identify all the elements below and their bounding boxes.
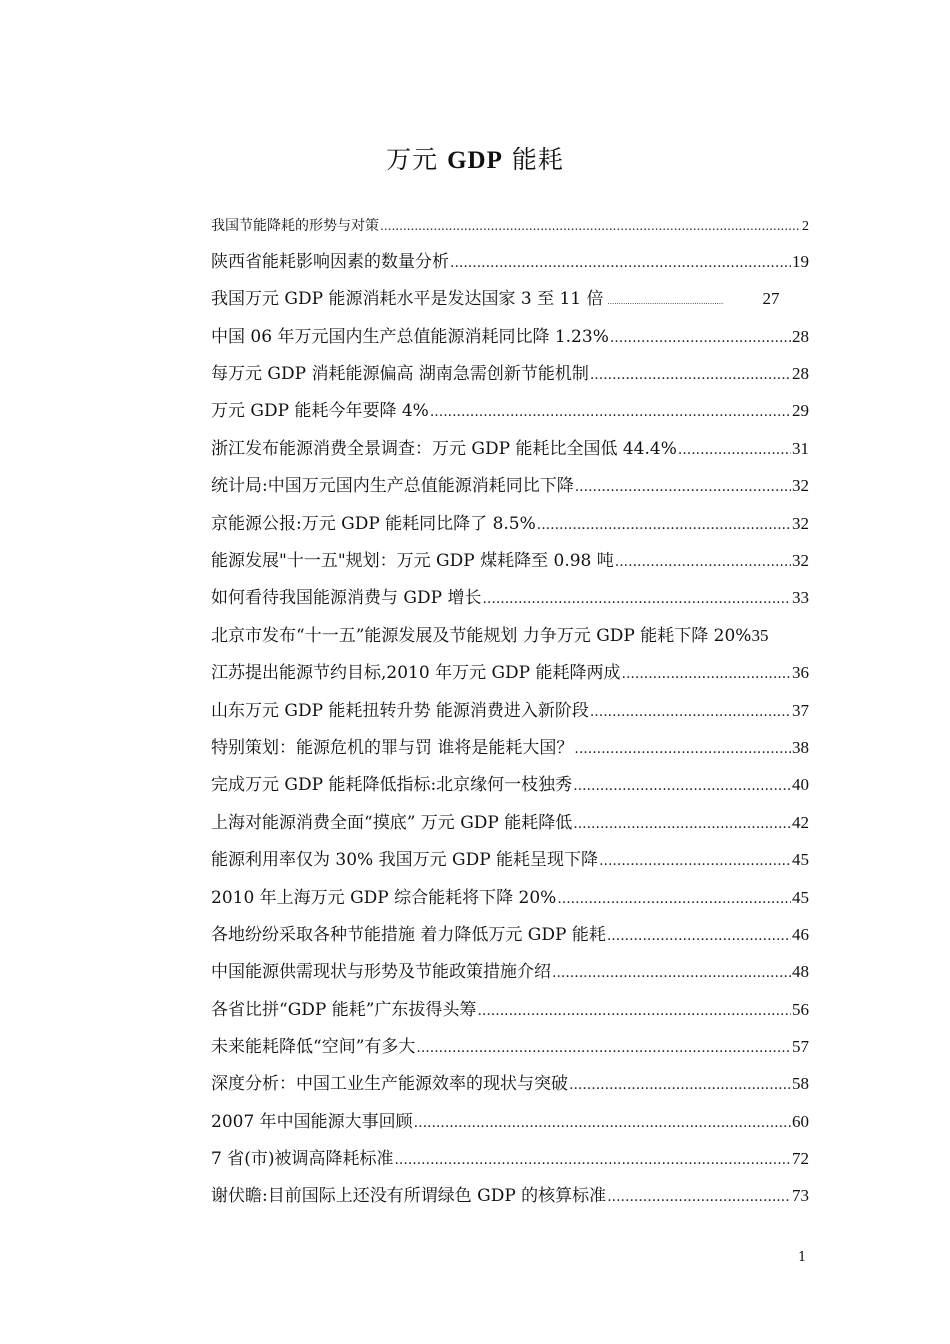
toc-entry-text: 中国 06 年万元国内生产总值能源消耗同比降 1.23%: [211, 327, 609, 347]
toc-entry-page: 38: [792, 738, 809, 757]
toc-entry[interactable]: [211, 775, 809, 796]
toc-entry[interactable]: [211, 1037, 809, 1058]
toc-entry[interactable]: [211, 962, 809, 983]
toc-dot-leader: [416, 1038, 791, 1058]
toc-entry[interactable]: [211, 626, 809, 646]
toc-entry[interactable]: [211, 439, 809, 460]
toc-entry-text: 每万元 GDP 消耗能源偏高 湖南急需创新节能机制: [211, 364, 589, 384]
toc-entry-text: 能源利用率仅为 30% 我国万元 GDP 能耗呈现下降: [211, 850, 599, 870]
toc-entry-text: 能源发展"十一五"规划：万元 GDP 煤耗降至 0.98 吨: [211, 551, 614, 571]
toc-entry-text: 山东万元 GDP 能耗扭转升势 能源消费进入新阶段: [211, 701, 589, 721]
toc-entry-page: 36: [792, 663, 809, 682]
toc-entry-page: 19: [792, 252, 809, 271]
toc-entry[interactable]: [211, 364, 809, 385]
title-suffix: 能耗: [502, 145, 564, 174]
toc-entry-page: 28: [792, 364, 809, 383]
toc-entry-page: 46: [792, 925, 809, 944]
toc-dot-leader: [610, 328, 791, 348]
toc-entry-page: 2: [802, 219, 809, 234]
toc-entry[interactable]: [211, 1000, 809, 1021]
toc-entry-page: 28: [792, 327, 809, 346]
toc-entry-page: 31: [792, 439, 809, 458]
toc-entry-page: 29: [792, 401, 809, 420]
toc-dot-leader: [482, 589, 791, 609]
toc-entry-text: 各省比拼“GDP 能耗”广东拔得头筹: [211, 1000, 477, 1020]
toc-entry-text: 上海对能源消费全面“摸底” 万元 GDP 能耗降低: [211, 813, 573, 833]
toc-entry[interactable]: [211, 514, 809, 535]
toc-entry-page: 45: [792, 888, 809, 907]
toc-dot-leader: [557, 889, 791, 909]
toc-dot-leader: [573, 776, 791, 796]
toc-entry[interactable]: [211, 738, 809, 759]
toc-entry-text: 2007 年中国能源大事回顾: [211, 1112, 413, 1132]
toc-entry[interactable]: [211, 551, 809, 572]
title-gdp: GDP: [447, 147, 503, 174]
toc-entry[interactable]: [211, 850, 809, 871]
toc-entry-text: 我国节能降耗的形势与对策: [211, 218, 379, 234]
toc-entry[interactable]: [211, 327, 809, 348]
toc-entry-text: 浙江发布能源消费全景调查：万元 GDP 能耗比全国低 44.4%: [211, 439, 677, 459]
toc-entry-text: 我国万元 GDP 能源消耗水平是发达国家 3 至 11 倍: [211, 289, 604, 309]
toc-dot-leader: [607, 926, 791, 946]
toc-entry-text: 深度分析：中国工业生产能源效率的现状与突破: [211, 1074, 568, 1094]
toc-entry[interactable]: [211, 588, 809, 609]
toc-entry[interactable]: [211, 476, 809, 497]
toc-dot-leader: [552, 963, 791, 983]
toc-entry-page: 32: [792, 514, 809, 533]
toc-dot-leader: [450, 253, 791, 273]
toc-dot-leader: [414, 1113, 791, 1133]
toc-entry[interactable]: [211, 701, 809, 722]
toc-entry-page: 73: [792, 1186, 809, 1205]
toc-entry-text: 北京市发布“十一五”能源发展及节能规划 力争万元 GDP 能耗下降 20%: [211, 626, 752, 646]
toc-entry-text: 如何看待我国能源消费与 GDP 增长: [211, 588, 482, 608]
toc-entry-page: 27: [762, 289, 780, 308]
toc-entry-text: 谢伏瞻:目前国际上还没有所谓绿色 GDP 的核算标准: [211, 1186, 607, 1206]
toc-entry-page: 32: [792, 476, 809, 495]
toc-dot-leader: [575, 477, 791, 497]
title-prefix: 万元: [386, 145, 448, 174]
toc-dot-leader: [608, 292, 724, 312]
toc-entry-page: 42: [792, 813, 809, 832]
toc-entry-page: 40: [792, 775, 809, 794]
toc-entry[interactable]: [211, 925, 809, 946]
toc-entry[interactable]: [211, 289, 809, 312]
toc-dot-leader: [574, 739, 791, 759]
toc-entry-text: 万元 GDP 能耗今年要降 4%: [211, 401, 429, 421]
toc-entry[interactable]: [211, 663, 809, 684]
toc-entry-page: 35: [751, 626, 769, 645]
page-number: 1: [798, 1250, 807, 1265]
toc-entry-text: 统计局:中国万元国内生产总值能源消耗同比下降: [211, 476, 574, 496]
toc-dot-leader: [615, 552, 791, 572]
toc-entry[interactable]: [211, 813, 809, 834]
toc-entry-text: 7 省(市)被调高降耗标准: [211, 1149, 394, 1169]
toc-entry-text: 江苏提出能源节约目标,2010 年万元 GDP 能耗降两成: [211, 663, 621, 683]
toc-entry-page: 72: [792, 1149, 809, 1168]
toc-entry[interactable]: [211, 1112, 809, 1133]
toc-entry-page: 60: [792, 1112, 809, 1131]
toc-entry-text: 中国能源供需现状与形势及节能政策措施介绍: [211, 962, 551, 982]
toc-entry-text: 陕西省能耗影响因素的数量分析: [211, 252, 449, 272]
toc-entry-page: 45: [792, 850, 809, 869]
toc-entry-page: 33: [792, 588, 809, 607]
toc-entry-text: 未来能耗降低“空间”有多大: [211, 1037, 416, 1057]
toc-dot-leader: [573, 814, 791, 834]
toc-entry-page: 32: [792, 551, 809, 570]
toc-entry-text: 各地纷纷采取各种节能措施 着力降低万元 GDP 能耗: [211, 925, 606, 945]
toc-entry[interactable]: [211, 1186, 809, 1207]
toc-dot-leader: [599, 851, 791, 871]
toc-entry-text: 京能源公报:万元 GDP 能耗同比降了 8.5%: [211, 514, 536, 534]
toc-entry[interactable]: [211, 216, 809, 237]
toc-dot-leader: [590, 365, 791, 385]
toc-entry-text: 特别策划：能源危机的罪与罚 谁将是能耗大国？: [211, 738, 574, 758]
toc-entry-page: 37: [792, 701, 809, 720]
toc-dot-leader: [678, 440, 791, 460]
toc-entry-text: 完成万元 GDP 能耗降低指标:北京缘何一枝独秀: [211, 775, 573, 795]
toc-dot-leader: [430, 402, 791, 422]
toc-dot-leader: [590, 702, 791, 722]
toc-dot-leader: [477, 1001, 791, 1021]
toc-entry-page: 48: [792, 962, 809, 981]
toc-dot-leader: [569, 1075, 791, 1095]
toc-entry[interactable]: [211, 401, 809, 422]
toc-dot-leader: [537, 515, 791, 535]
toc-dot-leader: [607, 1187, 791, 1207]
toc-entry[interactable]: [211, 252, 809, 273]
toc-dot-leader: [380, 216, 801, 236]
toc-entry-page: 58: [792, 1074, 809, 1093]
document-title: [0, 140, 950, 176]
toc-dot-leader: [622, 664, 791, 684]
toc-dot-leader: [394, 1150, 791, 1170]
toc-entry[interactable]: [211, 888, 809, 909]
toc-entry-page: 57: [792, 1037, 809, 1056]
toc-entry-text: 2010 年上海万元 GDP 综合能耗将下降 20%: [211, 888, 557, 908]
toc-entry[interactable]: [211, 1149, 809, 1170]
toc-entry-page: 56: [792, 1000, 809, 1019]
toc-entry[interactable]: [211, 1074, 809, 1095]
